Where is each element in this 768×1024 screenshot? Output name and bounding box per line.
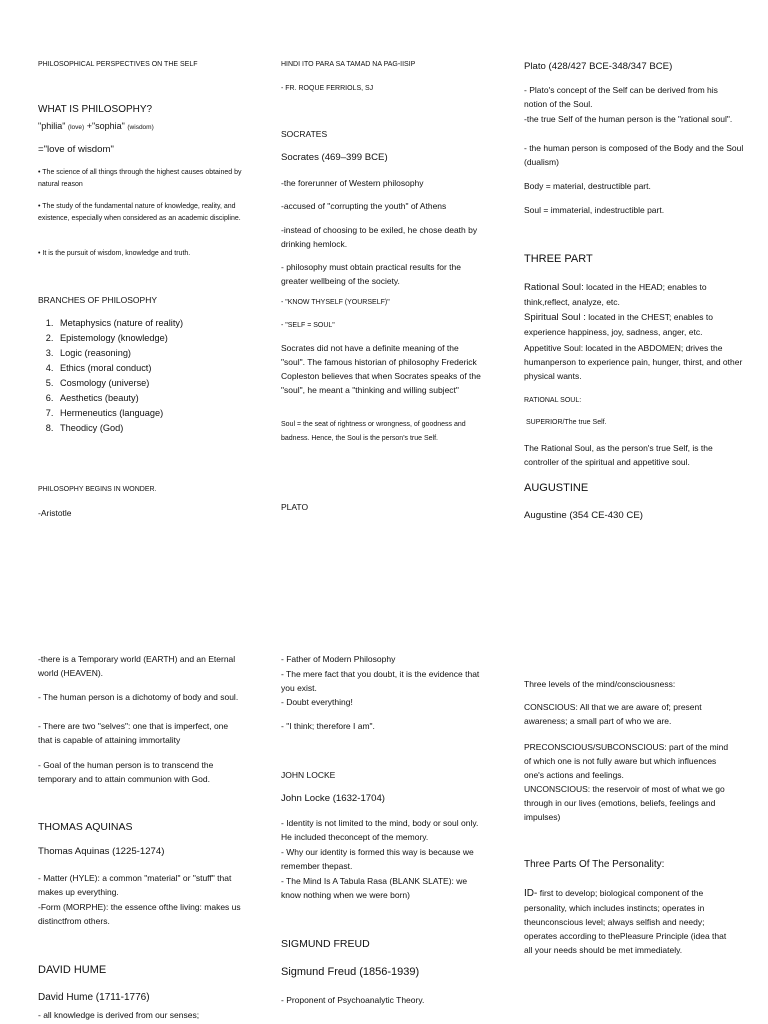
definition-bullet-2: • The study of the fundamental nature of knowledge, reality, and existence, especially when considered as an academic discipline. (38, 203, 241, 222)
branch-item: 3. Logic (reasoning) (56, 346, 183, 361)
hume-heading: DAVID HUME (38, 964, 107, 976)
locke-heading: JOHN LOCKE (281, 770, 336, 780)
socrates-dates: Socrates (469–399 BCE) (281, 152, 388, 163)
locke-tabula-rasa: - The Mind Is A Tabula Rasa (BLANK SLATE): we know nothing when we were born) (281, 876, 468, 900)
wonder-quote: PHILOSOPHY BEGINS IN WONDER. (38, 486, 157, 493)
etym-love: (love) (67, 124, 85, 131)
id-text: first to develop; biological component of the personality, which includes instincts; operates in theunconscious level; always selfish and needy; operates according to thePleasure Principle (idea that all your needs should be met immediately. (524, 888, 727, 955)
plato-heading: PLATO (281, 502, 309, 512)
socrates-copleston: Socrates did not have a definite meaning of the "soul". The famous historian of philosophy Frederick Copleston believes that when Socrates speaks of the "soul", he meant a "thinking and willing subject" (281, 343, 481, 395)
plato-rational-soul: -the true Self of the human person is the "rational soul". (524, 114, 733, 124)
etym-philia: "philia" (38, 121, 66, 131)
aquinas-matter: - Matter (HYLE): a common "material" or "stuff" that makes up everything. (38, 873, 232, 897)
spiritual-soul-desc (524, 310, 746, 339)
preconscious-desc: PRECONSCIOUS/SUBCONSCIOUS: part of the mind of which one is not fully aware but which influences one's actions and feelings. (524, 742, 729, 780)
branch-item: 5. Cosmology (universe) (56, 376, 183, 391)
superior-self: SUPERIOR/The true Self. (526, 419, 607, 426)
plato-goal: - Goal of the human person is to transcend the temporary and to attain communion with God. (38, 760, 214, 784)
freud-psychoanalytic: - Proponent of Psychoanalytic Theory. (281, 995, 425, 1005)
what-is-philosophy-heading: WHAT IS PHILOSOPHY? (38, 104, 153, 115)
definition-bullet-3: • It is the pursuit of wisdom, knowledge and truth. (38, 250, 191, 257)
locke-memory: - Why our identity is formed this way is because we remember thepast. (281, 847, 474, 871)
branch-item: 8. Theodicy (God) (56, 421, 183, 436)
etym-sophia: +"sophia" (86, 121, 125, 131)
aquinas-dates: Thomas Aquinas (1225-1274) (38, 846, 165, 857)
socrates-practical: - philosophy must obtain practical results for the greater wellbeing of the society. (281, 262, 462, 286)
rational-soul-desc (524, 280, 746, 309)
rational-soul-caps: RATIONAL SOUL: (524, 397, 582, 404)
socrates-accused: -accused of "corrupting the youth" of Athens (281, 201, 447, 211)
soul-definition: Soul = immaterial, indestructible part. (524, 205, 665, 215)
augustine-dates: Augustine (354 CE-430 CE) (524, 510, 643, 521)
epigraph-author: - FR. ROQUE FERRIOLS, SJ (281, 85, 374, 92)
plato-dichotomy: - The human person is a dichotomy of body and soul. (38, 692, 239, 702)
plato-dates: Plato (428/427 BCE-348/347 BCE) (524, 61, 673, 72)
unconscious-desc: UNCONSCIOUS: the reservoir of most of what we go through in our lives (emotions, beliefs, feelings and impulses) (524, 784, 725, 822)
hume-dates: David Hume (1711-1776) (38, 992, 150, 1003)
id-label: ID- (524, 888, 538, 899)
aquinas-form: -Form (MORPHE): the essence ofthe living: makes us distinctfrom others. (38, 902, 241, 926)
mind-levels-heading: Three levels of the mind/consciousness: (524, 679, 676, 689)
socrates-heading: SOCRATES (281, 129, 328, 139)
branches-heading: BRANCHES OF PHILOSOPHY (38, 295, 158, 305)
definition-bullet-1: • The science of all things through the highest causes obtained by natural reason (38, 169, 242, 188)
descartes-cogito: - "I think; therefore I am". (281, 721, 375, 731)
socrates-self-soul: - "SELF = SOUL" (281, 322, 335, 329)
body-definition: Body = material, destructible part. (524, 181, 651, 191)
rational-soul-text: located in the HEAD; enables to think,reflect, analyze, etc. (524, 282, 707, 307)
socrates-soul-seat: Soul = the seat of rightness or wrongness, of goodness and badness. Hence, the Soul is the person's true Self. (281, 421, 466, 442)
locke-identity: - Identity is not limited to the mind, body or soul only. He included theconcept of the memory. (281, 818, 479, 842)
locke-dates: John Locke (1632-1704) (281, 793, 386, 804)
freud-dates: Sigmund Freud (1856-1939) (281, 966, 420, 978)
branch-item: 1. Metaphysics (nature of reality) (56, 316, 183, 331)
quote-author: -Aristotle (38, 508, 72, 518)
plato-worlds: -there is a Temporary world (EARTH) and an Eternal world (HEAVEN). (38, 654, 236, 678)
freud-heading: SIGMUND FREUD (281, 938, 370, 950)
branch-item: 6. Aesthetics (beauty) (56, 391, 183, 406)
three-part-heading: THREE PART (524, 253, 593, 265)
socrates-forerunner: -the forerunner of Western philosophy (281, 178, 424, 188)
etym-wisdom: (wisdom) (127, 124, 154, 131)
personality-heading: Three Parts Of The Personality: (524, 859, 665, 870)
descartes-doubt-evidence: - The mere fact that you doubt, it is the evidence that you exist. (281, 669, 480, 693)
branches-list (38, 316, 183, 436)
appetitive-soul-desc: Appetitive Soul: located in the ABDOMEN; drives the humanperson to experience pain, hunger, thirst, and other physical wants. (524, 343, 743, 381)
hume-knowledge: - all knowledge is derived from our senses; (38, 1010, 200, 1020)
plato-dualism: - the human person is composed of the Body and the Soul (dualism) (524, 143, 744, 167)
love-of-wisdom: ="love of wisdom" (38, 144, 114, 155)
socrates-hemlock: -instead of choosing to be exiled, he chose death by drinking hemlock. (281, 225, 478, 249)
spiritual-soul-text: located in the CHEST; enables to experience happiness, joy, sadness, anger, etc. (524, 312, 713, 337)
plato-two-selves: - There are two "selves": one that is imperfect, one that is capable of attaining immortality (38, 721, 229, 745)
descartes-doubt-everything: - Doubt everything! (281, 697, 353, 707)
descartes-father: - Father of Modern Philosophy (281, 654, 396, 664)
conscious-desc: CONSCIOUS: All that we are aware of; present awareness; a small part of who we are. (524, 702, 702, 726)
branch-item: 7. Hermeneutics (language) (56, 406, 183, 421)
spiritual-soul-label: Spiritual Soul : (524, 312, 586, 323)
etymology-line (38, 119, 248, 135)
plato-concept-self: - Plato's concept of the Self can be derived from his notion of the Soul. (524, 85, 718, 109)
branch-item: 4. Ethics (moral conduct) (56, 361, 183, 376)
socrates-know-thyself: - "KNOW THYSELF (YOURSELF)" (281, 299, 390, 306)
epigraph-title: HINDI ITO PARA SA TAMAD NA PAG-IISIP (281, 61, 416, 68)
rational-soul-label: Rational Soul: (524, 282, 584, 293)
id-desc (524, 886, 734, 957)
doc-title: PHILOSOPHICAL PERSPECTIVES ON THE SELF (38, 61, 198, 68)
augustine-heading: AUGUSTINE (524, 482, 589, 494)
rational-controller: The Rational Soul, as the person's true Self, is the controller of the spiritual and appetitive soul. (524, 443, 713, 467)
aquinas-heading: THOMAS AQUINAS (38, 821, 133, 833)
branch-item: 2. Epistemology (knowledge) (56, 331, 183, 346)
